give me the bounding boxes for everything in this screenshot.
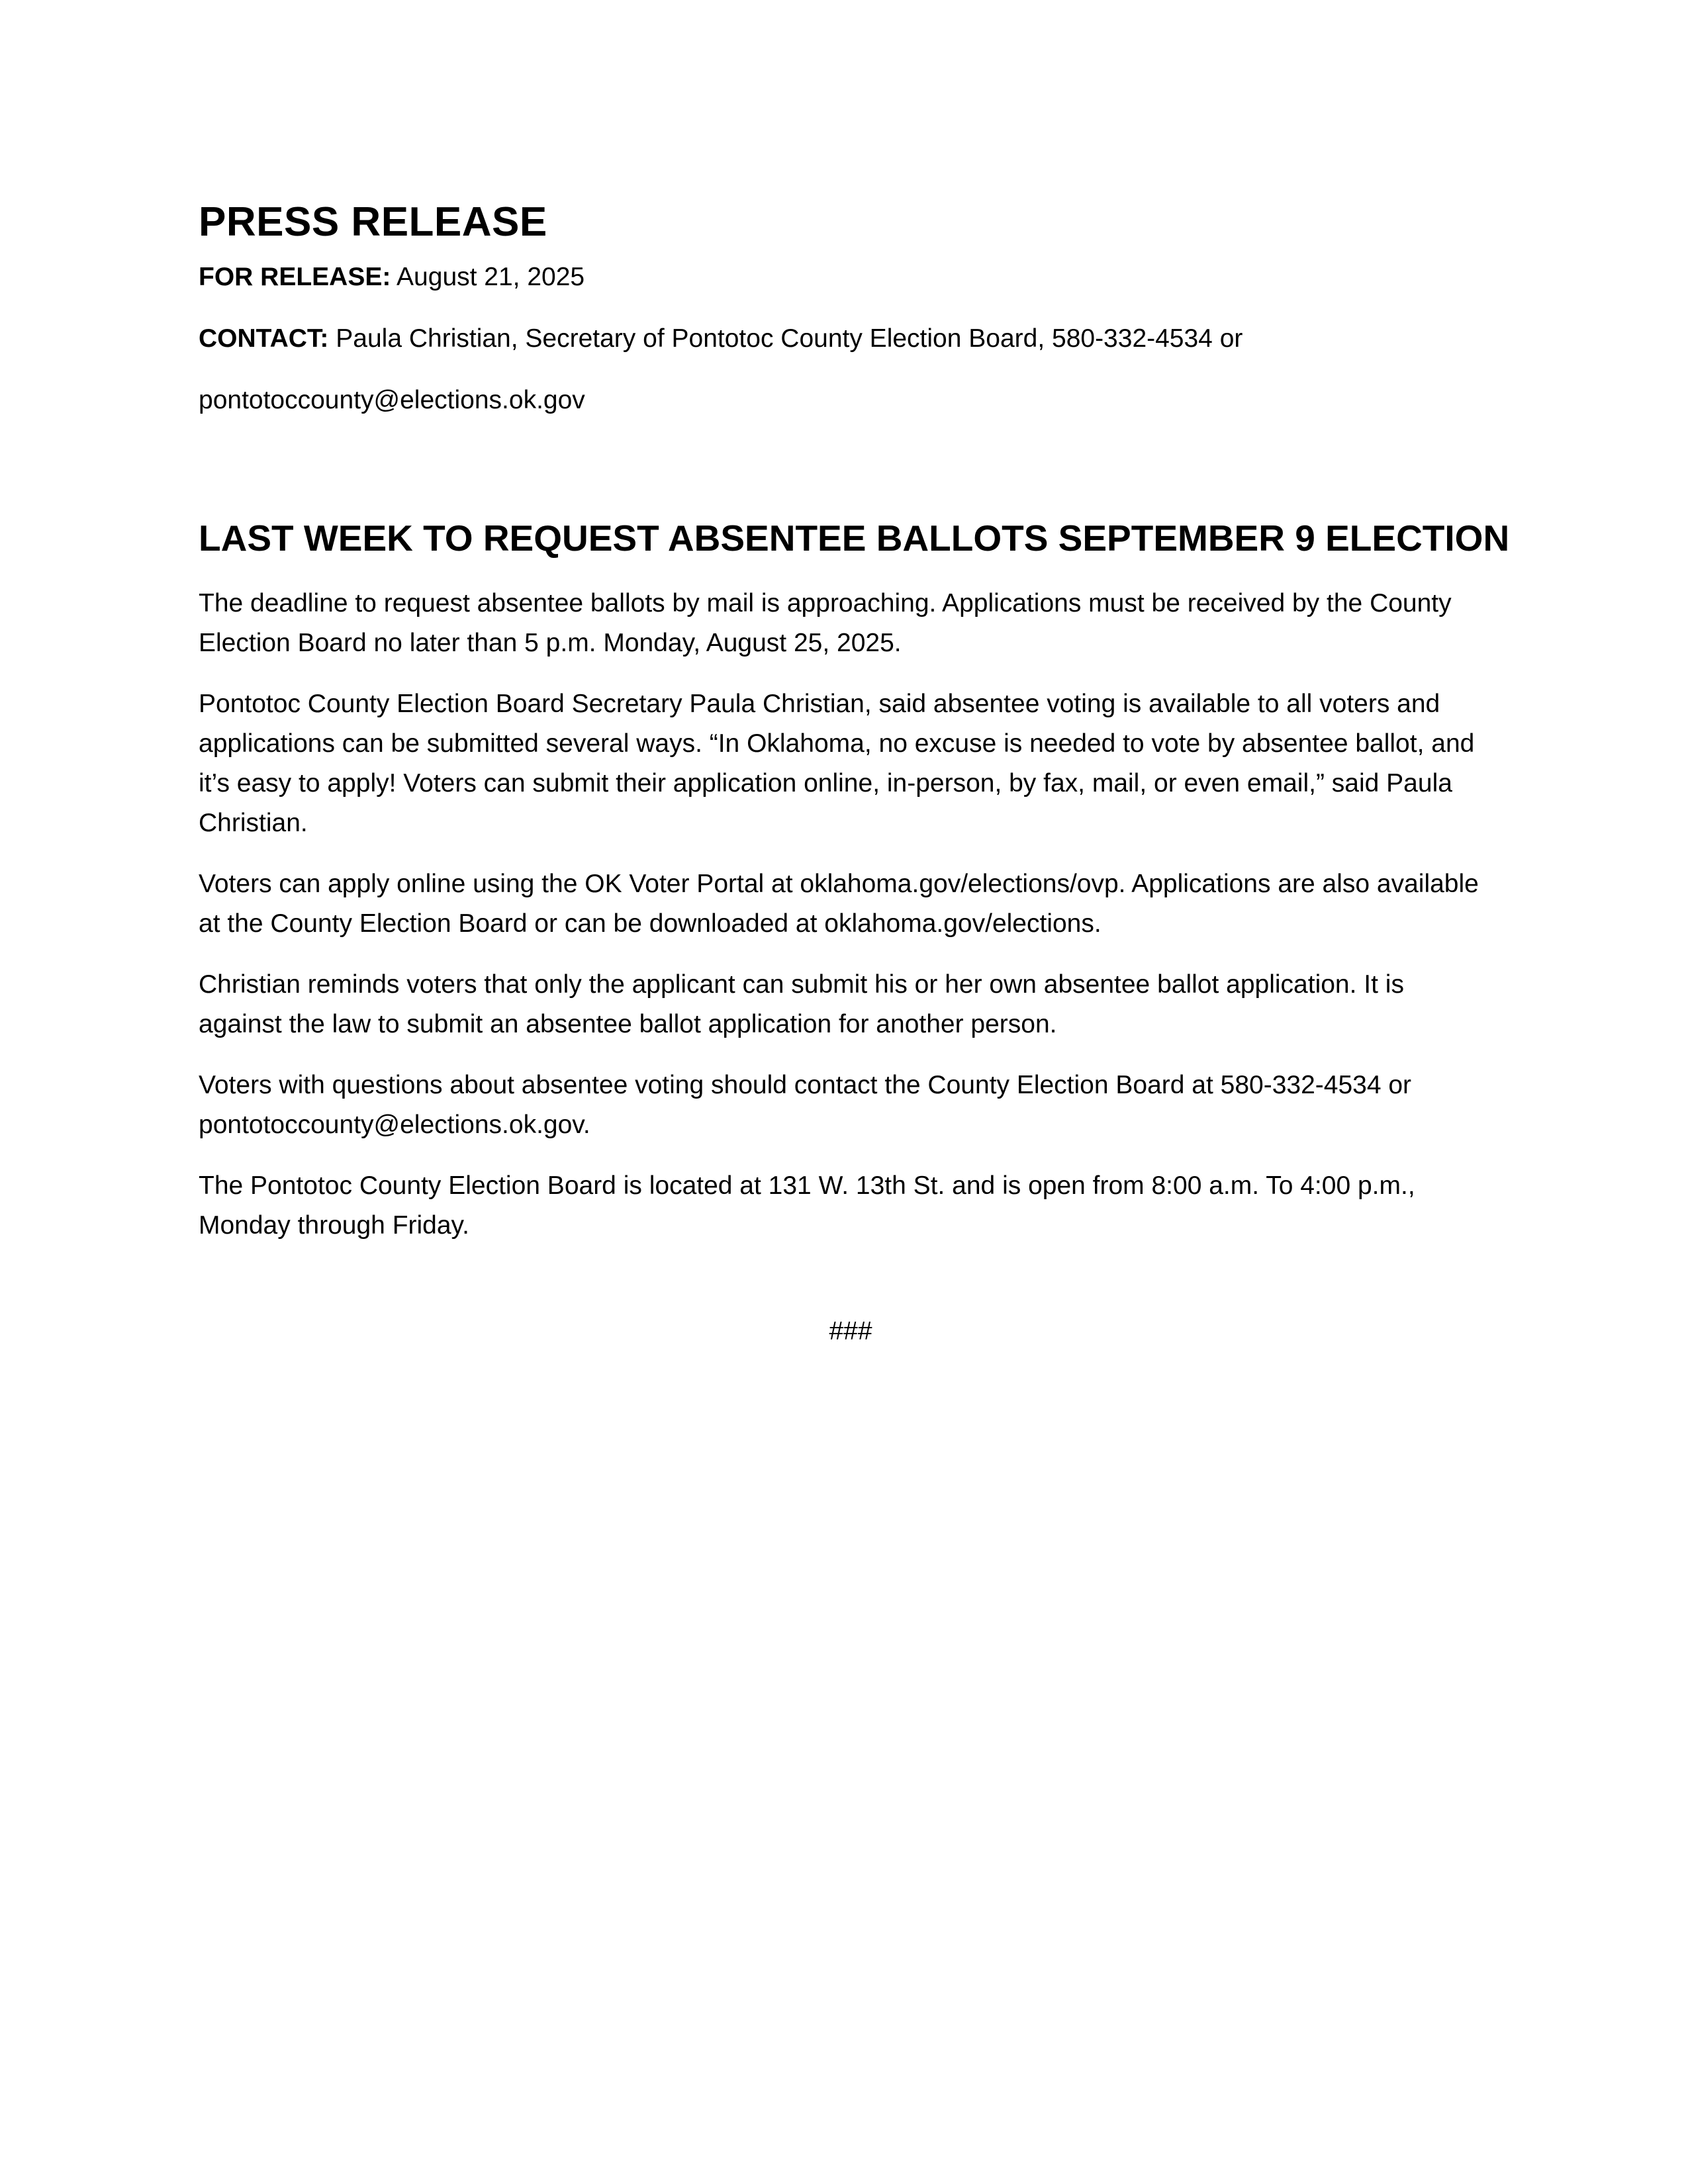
body-paragraph: The Pontotoc County Election Board is located at 131 W. 13th St. and is open from 8:00 a.m. To 4:00 p.m., Monday through Friday. (199, 1171, 1415, 1240)
contact-email: pontotoccounty@elections.ok.gov (199, 385, 585, 414)
contact-line (199, 323, 1489, 355)
body-paragraph: The deadline to request absentee ballots by mail is approaching. Applications must be received by the County Election Board no later than 5 p.m. Monday, August 25, 2025. (199, 588, 1452, 657)
contact-value: Paula Christian, Secretary of Pontotoc County Election Board, 580-332-4534 or (336, 324, 1243, 353)
body-paragraph: Christian reminds voters that only the applicant can submit his or her own absentee ballot application. It is against the law to submit an absentee ballot application for another person. (199, 970, 1404, 1038)
press-release-document (199, 199, 1510, 1346)
end-of-release-mark: ### (829, 1316, 872, 1345)
body-paragraph: Pontotoc County Election Board Secretary Paula Christian, said absentee voting is available to all voters and applications can be submitted several ways. “In Oklahoma, no excuse is needed to vote by absentee ballot, and it’s easy to apply! Voters can submit their application online, in-person, by fax, mail, or even email,” said Paula Christian. (199, 689, 1475, 837)
article-headline: LAST WEEK TO REQUEST ABSENTEE BALLOTS SEPTEMBER 9 ELECTION (199, 517, 1510, 559)
release-date-label: FOR RELEASE: (199, 263, 391, 292)
release-date-value: August 21, 2025 (397, 263, 585, 292)
body-paragraph: Voters with questions about absentee voting should contact the County Election Board at 580-332-4534 or pontotoccounty@elections.ok.gov. (199, 1070, 1412, 1139)
body-paragraph: Voters can apply online using the OK Voter Portal at oklahoma.gov/elections/ovp. Applications are also available at the County Election Board or can be downloaded at oklahoma.gov/elections. (199, 869, 1479, 938)
page-title: PRESS RELEASE (199, 199, 547, 245)
contact-label: CONTACT: (199, 324, 329, 353)
release-date-line (199, 261, 1489, 294)
